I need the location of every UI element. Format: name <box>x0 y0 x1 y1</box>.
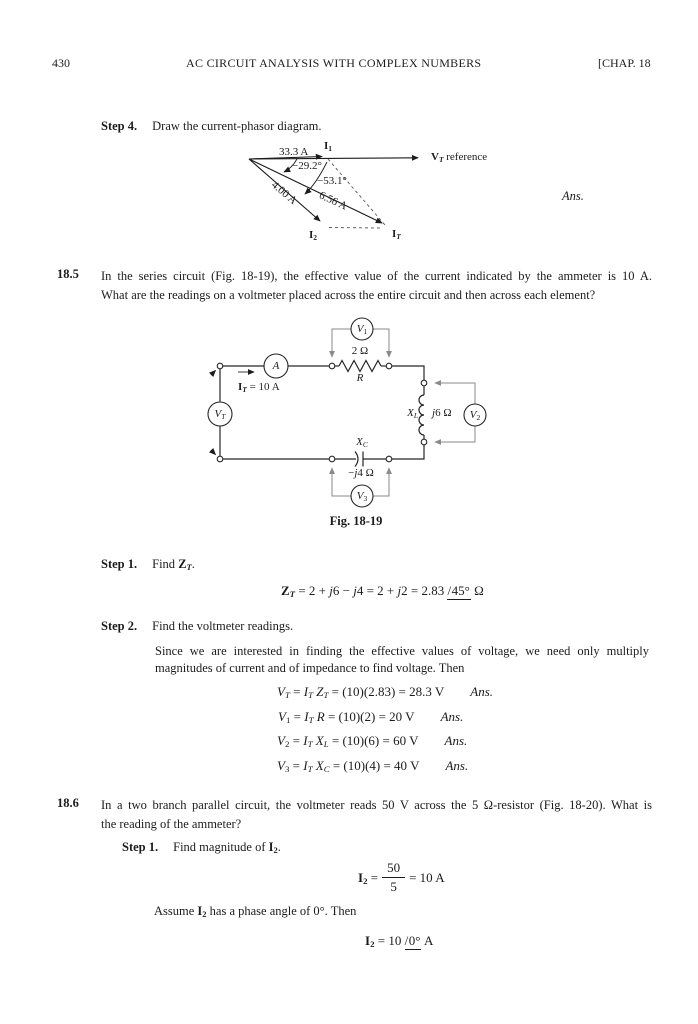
problem-18-6-text <box>101 796 654 833</box>
wire-top-right-corner <box>392 366 424 380</box>
vt-terminal-arrow-bottom <box>211 450 216 455</box>
node-resistor-left <box>329 363 335 369</box>
vt-terminal-arrow-top <box>211 371 216 376</box>
phasor-angle-29: −29.2° <box>292 160 322 172</box>
answer-label: Ans. <box>440 709 464 724</box>
equation-v1: $V_1 = I_T$ R = (10)(2) = 20 V <box>278 709 415 726</box>
terminal-bottom-left <box>217 456 223 462</box>
voltmeter-v3-label: $V_3$ <box>356 490 368 504</box>
chapter-label: [CHAP. 18 <box>598 56 651 70</box>
v2-lead-top <box>435 383 475 404</box>
capacitor-value-label: −j4 Ω <box>348 467 374 479</box>
circuit-diagram <box>185 315 510 515</box>
step-4-text: Draw the current-phasor diagram. <box>152 119 322 133</box>
problem-18-6-line1: In a two branch parallel circuit, the voltmeter reads 50 V across the 5 Ω-resistor (Fig. 18-20). What is <box>101 798 652 812</box>
equation-i2-lhs: $I_2$ = <box>358 869 379 886</box>
v1-lead-right <box>373 329 389 357</box>
phasor-i2-label: $I_2$ <box>309 229 318 243</box>
wire-bottom-right-corner <box>392 445 424 459</box>
assume-line: Assume $I_2$ has a phase angle of 0°. Then <box>154 904 357 920</box>
capacitor-name-label: $X_C$ <box>356 436 368 450</box>
v1-lead-left <box>332 329 351 357</box>
step-1-18-5-text: Find $Z_T$. <box>152 557 195 573</box>
problem-18-6-line2: the reading of the ammeter? <box>101 816 242 831</box>
step-1-18-6-label: Step 1. <box>122 840 159 854</box>
equation-i2-fraction <box>358 860 445 895</box>
node-inductor-bottom <box>421 439 427 445</box>
answer-label: Ans. <box>444 733 468 748</box>
equation-zt: $Z_T = 2 + j6 - j4 = 2 + j2 = 2.83 / 45^\circ$ Ω <box>281 583 484 599</box>
resistor-name-label: R <box>356 372 364 384</box>
problem-18-5-line2: What are the readings on a voltmeter placed across the entire circuit and then across each element? <box>101 287 596 302</box>
equation-i2-polar: $I_2 = 10 / 0^\circ$ A <box>365 933 433 949</box>
ammeter-label: A <box>272 360 280 372</box>
equation-v3-row <box>277 758 468 774</box>
equation-v3: $V_3 = I_T$ $X_C = (10)(4) = 40$ V <box>277 758 420 775</box>
inductor-value-label: j6 Ω <box>432 407 452 419</box>
resistor-value-label: 2 Ω <box>351 345 369 357</box>
phasor-i1-label: $I_1$ <box>324 140 333 154</box>
equation-i2-rhs: = 10 A <box>409 869 445 885</box>
equation-vt-row <box>277 684 493 700</box>
fraction <box>382 860 405 895</box>
equation-v2: $V_2 = I_T$ $X_L = (10)(6) = 60$ V <box>277 733 419 750</box>
v2-lead-bottom <box>435 426 475 442</box>
problem-18-5-text <box>101 267 654 304</box>
step-2-18-5-line <box>101 619 293 634</box>
equation-v1-row <box>278 709 463 725</box>
voltmeter-v1-label: $V_1$ <box>356 323 368 337</box>
fraction-denominator: 5 <box>390 879 397 894</box>
header-title: AC CIRCUIT ANALYSIS WITH COMPLEX NUMBERS <box>186 56 482 70</box>
parallelogram-dashed-side-1 <box>328 159 385 225</box>
step-2-18-5-label: Step 2. <box>101 619 138 633</box>
node-inductor-top <box>421 380 427 386</box>
fraction-numerator: 50 <box>382 860 405 878</box>
problem-18-5-number: 18.5 <box>57 267 79 281</box>
step-2-paragraph-line1: Since we are interested in finding the effective values of voltage, we need only multiply <box>155 644 649 658</box>
step-1-18-5-line <box>101 557 195 572</box>
phasor-answer-label: Ans. <box>562 189 584 203</box>
node-capacitor-right <box>386 456 392 462</box>
phasor-it-label: $I_T$ <box>392 228 401 242</box>
step-4-line <box>101 119 322 134</box>
answer-label: Ans. <box>445 758 469 773</box>
phasor-i1-magnitude: 33.3 A <box>279 146 309 158</box>
circuit-current-label: $I_T = 10$ A <box>238 381 280 395</box>
phasor-vt-reference-label: $V_T$ reference <box>431 151 488 165</box>
problem-18-5-line1: In the series circuit (Fig. 18-19), the effective value of the current indicated by the ammeter is 10 A. <box>101 269 652 283</box>
resistor-symbol <box>339 361 381 372</box>
equation-vt: $V_T = I_T$ $Z_T = (10)(2.83) = 28.3$ V <box>277 684 445 701</box>
parallelogram-dashed-side-2 <box>329 228 382 229</box>
step-1-18-6-text: Find magnitude of $I_2$. <box>173 840 281 856</box>
node-resistor-right <box>386 363 392 369</box>
phasor-it-magnitude: 6.56 A <box>317 189 349 213</box>
step-1-18-6-line <box>122 840 281 855</box>
terminal-top-left <box>217 363 223 369</box>
voltmeter-v2-label: $V_2$ <box>469 409 481 423</box>
answer-label: Ans. <box>470 684 494 699</box>
step-4-label: Step 4. <box>101 119 138 133</box>
equation-v2-row <box>277 733 467 749</box>
step-1-18-5-label: Step 1. <box>101 557 138 571</box>
problem-18-6-number: 18.6 <box>57 796 79 810</box>
node-capacitor-left <box>329 456 335 462</box>
phasor-i2-magnitude: 4.00 A <box>268 178 300 208</box>
step-2-paragraph <box>155 643 649 677</box>
step-2-paragraph-line2: magnitudes of current and of impedance to find voltage. Then <box>155 661 465 675</box>
inductor-name-label: $X_L$ <box>407 407 418 421</box>
figure-caption: Fig. 18-19 <box>329 514 383 528</box>
inductor-coil <box>419 395 424 435</box>
v3-lead-right <box>373 468 389 496</box>
voltmeter-vt-label: $V_T$ <box>214 408 226 422</box>
page-number: 430 <box>52 56 70 70</box>
step-2-18-5-text: Find the voltmeter readings. <box>152 619 294 633</box>
phasor-angle-53: −53.1° <box>317 175 347 187</box>
